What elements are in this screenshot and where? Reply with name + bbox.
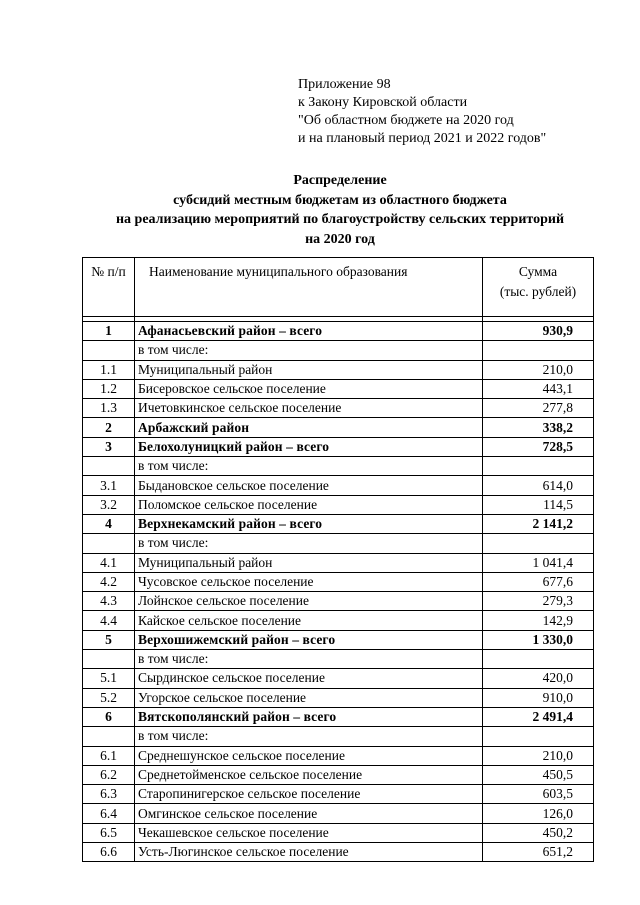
table-row: [83, 746, 594, 765]
table-body: [83, 322, 594, 862]
row-name: Муниципальный район: [135, 553, 483, 572]
row-number: 6.5: [83, 823, 135, 842]
table-row: [83, 592, 594, 611]
row-sum: 614,0: [483, 476, 594, 495]
table-row: [83, 360, 594, 379]
row-name: Среднетойменское сельское поселение: [135, 765, 483, 784]
row-number: 6.1: [83, 746, 135, 765]
appendix-header: [298, 76, 546, 148]
row-sum: [483, 457, 594, 476]
table-row: [83, 611, 594, 630]
row-sum: 728,5: [483, 437, 594, 456]
header-sum-line1: Сумма: [518, 264, 558, 279]
table-row: [83, 437, 594, 456]
row-number: 6.3: [83, 785, 135, 804]
table-row: [83, 572, 594, 591]
row-name: Омгинское сельское поселение: [135, 804, 483, 823]
table-row: [83, 630, 594, 649]
row-name: в том числе:: [135, 534, 483, 553]
row-sum: 677,6: [483, 572, 594, 591]
table-row: [83, 322, 594, 341]
row-number: 4.3: [83, 592, 135, 611]
row-number: 4.1: [83, 553, 135, 572]
table-row: [83, 727, 594, 746]
row-sum: [483, 341, 594, 360]
row-sum: [483, 534, 594, 553]
row-number: 4.4: [83, 611, 135, 630]
row-number: 3.2: [83, 495, 135, 514]
row-number: [83, 534, 135, 553]
table-row: [83, 476, 594, 495]
row-number: 1: [83, 322, 135, 341]
table-row: [83, 669, 594, 688]
row-number: 6.2: [83, 765, 135, 784]
row-sum: 114,5: [483, 495, 594, 514]
row-name: Чусовское сельское поселение: [135, 572, 483, 591]
row-number: 5: [83, 630, 135, 649]
row-number: 6.6: [83, 843, 135, 862]
row-number: 2: [83, 418, 135, 437]
table-row: [83, 843, 594, 862]
row-name: Кайское сельское поселение: [135, 611, 483, 630]
row-number: 1.1: [83, 360, 135, 379]
table-row: [83, 514, 594, 533]
table-row: [83, 688, 594, 707]
row-number: 6.4: [83, 804, 135, 823]
appendix-line: Приложение 98: [298, 77, 391, 92]
row-name: Быдановское сельское поселение: [135, 476, 483, 495]
table-row: [83, 804, 594, 823]
row-sum: 603,5: [483, 785, 594, 804]
table-header-row: [83, 258, 594, 317]
row-name: в том числе:: [135, 650, 483, 669]
row-sum: 930,9: [483, 322, 594, 341]
row-sum: [483, 650, 594, 669]
row-number: 4.2: [83, 572, 135, 591]
row-sum: 338,2: [483, 418, 594, 437]
row-sum: 450,5: [483, 765, 594, 784]
row-name: Сырдинское сельское поселение: [135, 669, 483, 688]
row-name: Чекашевское сельское поселение: [135, 823, 483, 842]
header-name: Наименование муниципального образования: [135, 258, 483, 317]
row-number: 6: [83, 707, 135, 726]
row-sum: 2 491,4: [483, 707, 594, 726]
row-number: [83, 650, 135, 669]
subsidy-table: [82, 257, 594, 862]
row-number: 3: [83, 437, 135, 456]
table-row: [83, 341, 594, 360]
row-name: Верхнекамский район – всего: [135, 514, 483, 533]
row-name: в том числе:: [135, 727, 483, 746]
row-sum: 443,1: [483, 379, 594, 398]
table-row: [83, 534, 594, 553]
appendix-line: "Об областном бюджете на 2020 год: [298, 113, 514, 128]
row-name: в том числе:: [135, 457, 483, 476]
row-number: 1.2: [83, 379, 135, 398]
row-name: Афанасьевский район – всего: [135, 322, 483, 341]
title-line: на реализацию мероприятий по благоустройству сельских территорий: [115, 212, 565, 227]
row-name: Ичетовкинское сельское поселение: [135, 399, 483, 418]
row-sum: 651,2: [483, 843, 594, 862]
row-number: 5.2: [83, 688, 135, 707]
appendix-line: и на плановый период 2021 и 2022 годов": [298, 131, 547, 146]
header-sum-line2: (тыс. рублей): [499, 284, 577, 299]
row-sum: 210,0: [483, 360, 594, 379]
table-row: [83, 418, 594, 437]
row-name: Арбажский район: [135, 418, 483, 437]
row-name: Поломское сельское поселение: [135, 495, 483, 514]
row-sum: 910,0: [483, 688, 594, 707]
title-line: Распределение: [293, 173, 387, 188]
row-name: Лойнское сельское поселение: [135, 592, 483, 611]
table-row: [83, 457, 594, 476]
header-sum: [483, 258, 594, 317]
row-number: 4: [83, 514, 135, 533]
row-name: Белохолуницкий район – всего: [135, 437, 483, 456]
row-number: 1.3: [83, 399, 135, 418]
row-name: Бисеровское сельское поселение: [135, 379, 483, 398]
table-row: [83, 650, 594, 669]
row-sum: 450,2: [483, 823, 594, 842]
row-sum: 1 330,0: [483, 630, 594, 649]
table-row: [83, 399, 594, 418]
row-number: [83, 341, 135, 360]
table-row: [83, 553, 594, 572]
table-row: [83, 823, 594, 842]
row-number: [83, 457, 135, 476]
row-number: [83, 727, 135, 746]
row-sum: 2 141,2: [483, 514, 594, 533]
document-title: [40, 171, 640, 249]
row-sum: 142,9: [483, 611, 594, 630]
row-sum: 210,0: [483, 746, 594, 765]
row-name: Угорское сельское поселение: [135, 688, 483, 707]
header-num: № п/п: [83, 258, 135, 317]
row-name: Верхошижемский район – всего: [135, 630, 483, 649]
table-row: [83, 379, 594, 398]
row-sum: 420,0: [483, 669, 594, 688]
table-row: [83, 707, 594, 726]
row-sum: 1 041,4: [483, 553, 594, 572]
appendix-line: к Закону Кировской области: [298, 95, 468, 110]
row-name: Вятскополянский район – всего: [135, 707, 483, 726]
row-name: Среднешунское сельское поселение: [135, 746, 483, 765]
table-row: [83, 495, 594, 514]
row-name: Старопинигерское сельское поселение: [135, 785, 483, 804]
title-line: на 2020 год: [305, 231, 375, 247]
table-row: [83, 785, 594, 804]
row-sum: 126,0: [483, 804, 594, 823]
row-number: 5.1: [83, 669, 135, 688]
row-sum: 277,8: [483, 399, 594, 418]
row-name: в том числе:: [135, 341, 483, 360]
row-number: 3.1: [83, 476, 135, 495]
row-name: Муниципальный район: [135, 360, 483, 379]
title-line: субсидий местным бюджетам из областного бюджета: [173, 192, 507, 208]
row-sum: [483, 727, 594, 746]
row-sum: 279,3: [483, 592, 594, 611]
row-name: Усть-Люгинское сельское поселение: [135, 843, 483, 862]
table-row: [83, 765, 594, 784]
